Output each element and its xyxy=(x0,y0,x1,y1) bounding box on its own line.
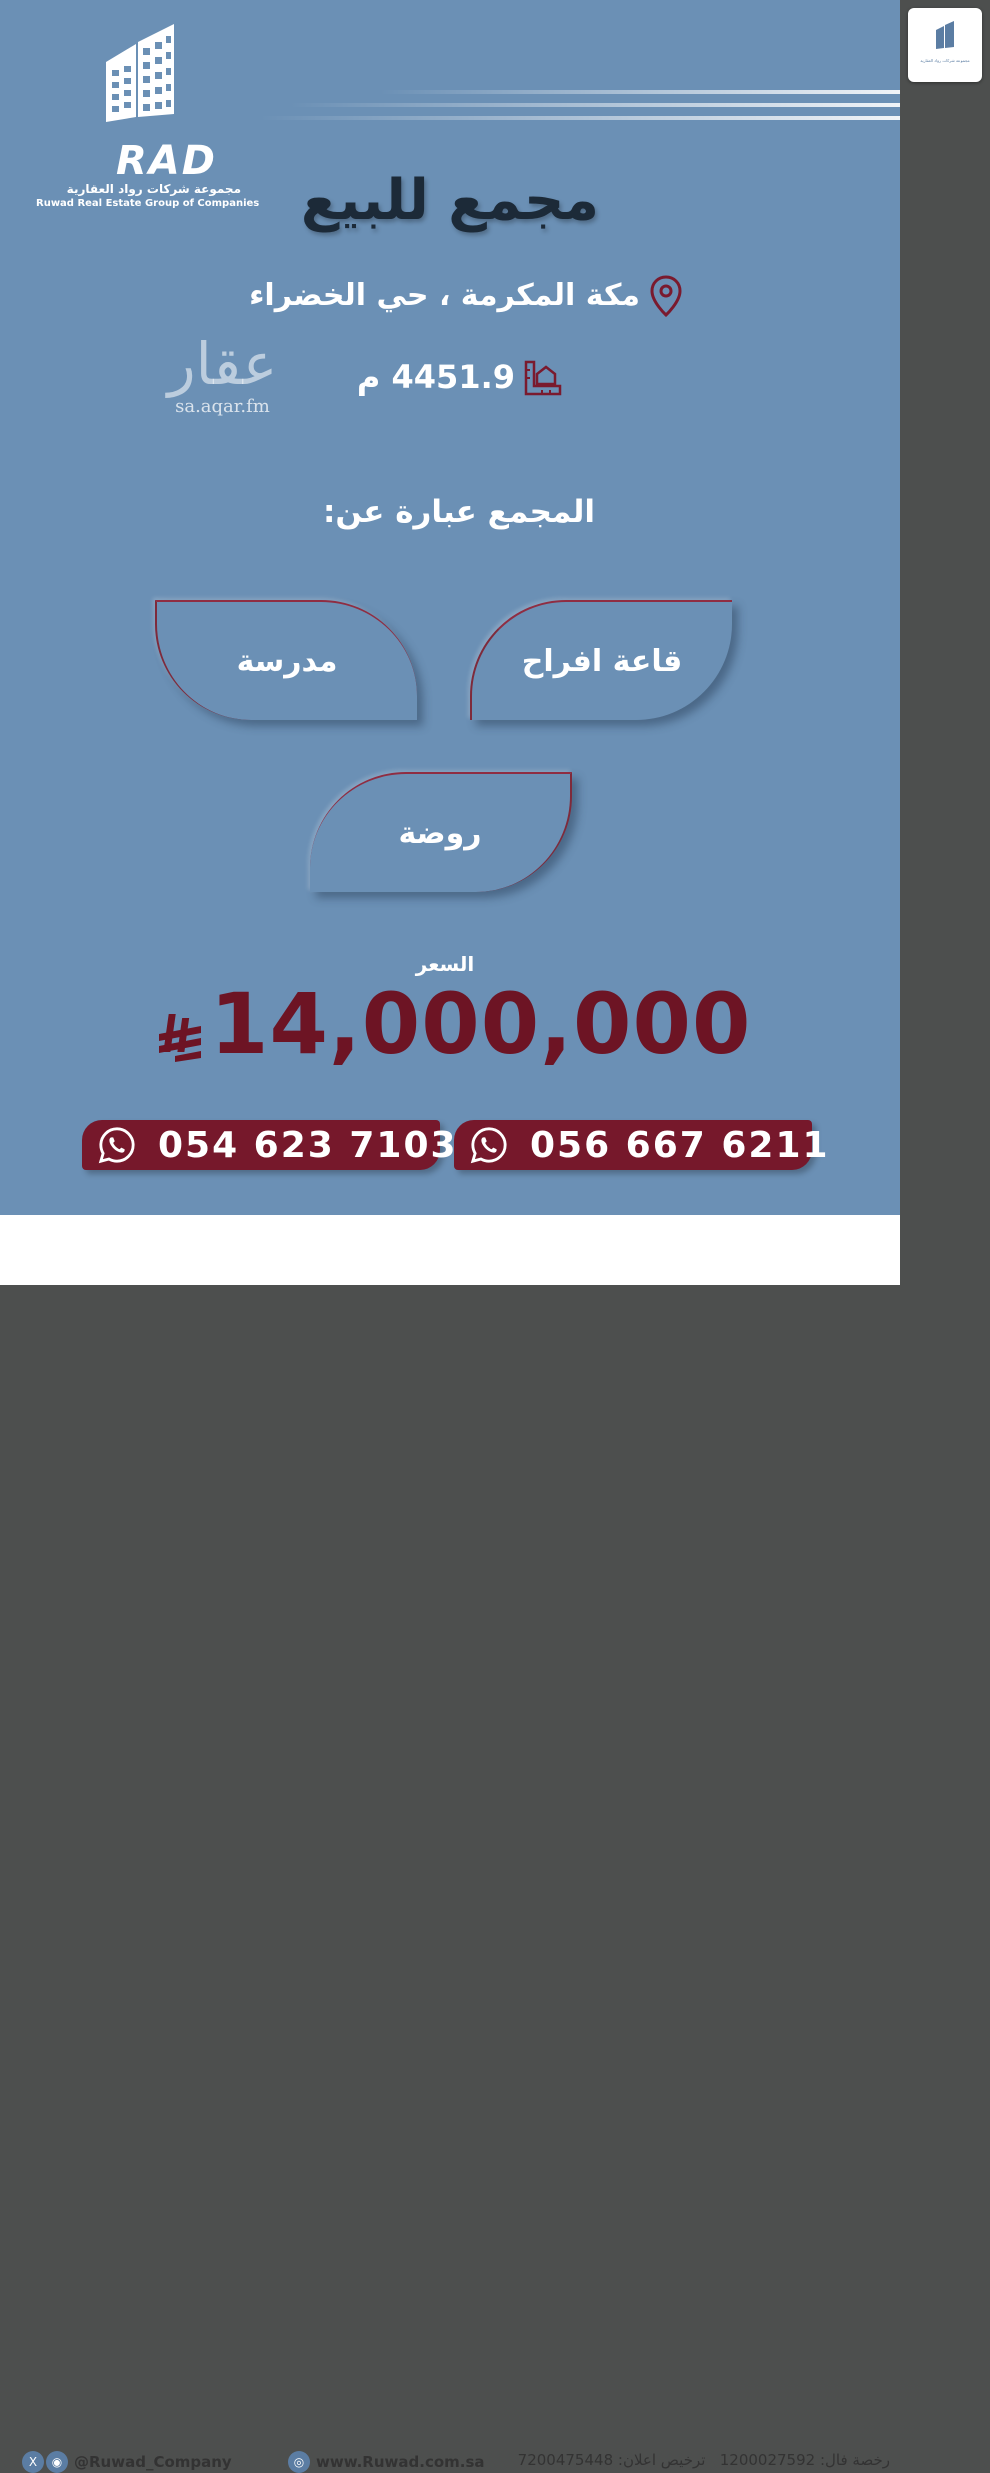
thumbnail-logo[interactable] xyxy=(908,8,982,82)
watermark-url: sa.aqar.fm xyxy=(175,396,270,417)
whatsapp-icon xyxy=(98,1126,136,1164)
price-label: السعر xyxy=(415,952,475,976)
logo-name-english: Ruwad Real Estate Group of Companies xyxy=(36,198,260,209)
phone-number: 056 667 6211 xyxy=(530,1124,830,1166)
license-number: 1200027592 xyxy=(719,2451,816,2469)
ad-license-number: 7200475448 xyxy=(517,2451,614,2469)
footer xyxy=(0,1215,900,2471)
features-heading: المجمع عبارة عن: xyxy=(322,494,595,530)
logo-wordmark: RAD xyxy=(116,138,217,184)
website-link[interactable] xyxy=(288,2451,485,2473)
location-text: مكة المكرمة ، حي الخضراء xyxy=(249,278,640,313)
area-value: 4451.9 م xyxy=(356,358,515,396)
side-panel xyxy=(900,0,990,1285)
property-poster xyxy=(0,0,900,1215)
feature-tile-kindergarten: روضة xyxy=(310,772,572,892)
building-logo-icon xyxy=(36,22,246,142)
saudi-riyal-icon xyxy=(155,1012,205,1062)
feature-tile-school: مدرسة xyxy=(155,600,417,720)
phone-number: 054 623 7103 xyxy=(158,1124,458,1166)
location-pin-icon xyxy=(648,274,684,318)
price-value: 14,000,000 xyxy=(210,975,752,1073)
company-logo xyxy=(36,22,260,209)
whatsapp-icon xyxy=(470,1126,508,1164)
watermark-arabic: عقار xyxy=(167,330,278,398)
license-info xyxy=(517,2451,890,2469)
thumbnail-caption: مجموعة شركات رواد العقارية xyxy=(920,58,970,63)
logo-name-arabic: مجموعة شركات رواد العقارية xyxy=(66,182,241,196)
social-links[interactable] xyxy=(22,2451,232,2473)
x-twitter-icon[interactable]: X xyxy=(22,2451,44,2473)
area-ruler-icon xyxy=(522,358,564,398)
social-handle: @Ruwad_Company xyxy=(74,2453,232,2471)
page-title: مجمع للبيع xyxy=(300,168,600,233)
phone-button-1[interactable] xyxy=(454,1120,830,1170)
building-thumbnail-icon xyxy=(932,20,958,54)
website-text: www.Ruwad.com.sa xyxy=(316,2453,485,2471)
phone-button-2[interactable] xyxy=(82,1120,458,1170)
ad-license-label: ترخيص اعلان: xyxy=(617,2451,706,2469)
feature-tile-wedding-hall: قاعة افراح xyxy=(470,600,732,720)
instagram-icon[interactable]: ◉ xyxy=(46,2451,68,2473)
license-label: رخصة فال: xyxy=(819,2451,890,2469)
globe-icon: ◎ xyxy=(288,2451,310,2473)
decorative-stripe xyxy=(290,103,900,107)
decorative-stripe xyxy=(260,116,900,120)
decorative-stripe xyxy=(380,90,900,94)
